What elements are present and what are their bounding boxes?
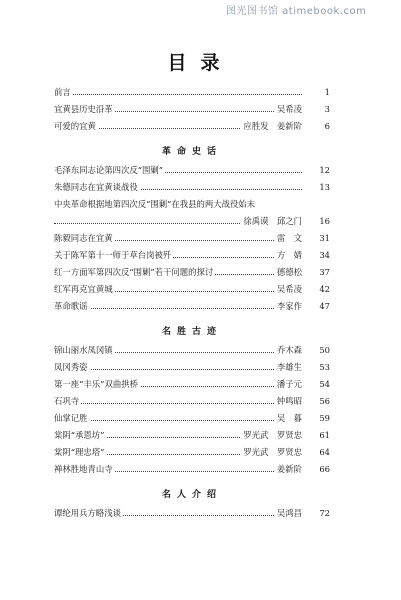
toc-entry xyxy=(54,412,330,424)
dot-leader xyxy=(54,369,302,370)
watermark: 图光图书馆 atimebook.com xyxy=(226,6,367,17)
entry-title: 凤冈秀姿 xyxy=(54,362,88,372)
toc-entry xyxy=(54,266,330,278)
toc-entry xyxy=(54,120,330,132)
entry-author: 雷 文 xyxy=(276,233,302,243)
entry-author: 应胜发 姜新阶 xyxy=(243,121,302,131)
entry-title: 锦山丽水凤冈镇 xyxy=(54,345,113,355)
entry-page-number: 3 xyxy=(324,104,330,114)
entry-author: 罗光武 罗贤忠 xyxy=(243,430,302,440)
entry-title: 中央革命根据地第四次反“围剿”在我县的两大战役始末 xyxy=(54,199,256,209)
toc-entry xyxy=(54,181,330,193)
toc-entry xyxy=(54,344,330,356)
section-gap xyxy=(54,317,330,323)
toc-entry xyxy=(54,164,330,176)
entry-page-number: 6 xyxy=(324,121,330,131)
entry-page-number: 34 xyxy=(319,250,330,260)
toc-entry xyxy=(54,395,330,407)
table-of-contents xyxy=(54,86,330,530)
toc-entry xyxy=(54,198,330,210)
entry-page-number: 16 xyxy=(319,216,330,226)
entry-title: 毛泽东同志论第四次反“围剿” xyxy=(54,165,164,175)
entry-page-number: 59 xyxy=(319,413,330,423)
entry-author: 德德松 xyxy=(276,267,302,277)
entry-title: 第一座“丰乐”双曲拱桥 xyxy=(54,379,138,389)
entry-page-number: 13 xyxy=(319,182,330,192)
entry-title: 棠阴“理忠塔” xyxy=(54,447,105,457)
toc-entry xyxy=(54,463,330,475)
dot-leader xyxy=(54,420,302,421)
entry-page-number: 53 xyxy=(319,362,330,372)
entry-author: 姜新阶 xyxy=(276,464,302,474)
entry-title: 仙掌记胜 xyxy=(54,413,88,423)
toc-entry xyxy=(54,249,330,261)
section-heading: 名人介绍 xyxy=(161,490,222,500)
dot-leader xyxy=(54,308,302,309)
entry-page-number: 31 xyxy=(319,233,330,243)
entry-author: 徐禹谟 邱之门 xyxy=(243,216,302,226)
entry-author: 李家作 xyxy=(276,301,302,311)
entry-title: 棠阴“承恩坊” xyxy=(54,430,105,440)
toc-entry xyxy=(54,232,330,244)
toc-entry xyxy=(54,378,330,390)
entry-page-number: 66 xyxy=(319,464,330,474)
entry-title: 禅林胜地青山寺 xyxy=(54,464,113,474)
entry-author: 吴鸿昌 xyxy=(276,508,302,518)
entry-author: 罗光武 罗贤忠 xyxy=(243,447,302,457)
toc-entry xyxy=(54,283,330,295)
entry-page-number: 47 xyxy=(319,301,330,311)
entry-title: 宜黄县历史沿革 xyxy=(54,104,113,114)
toc-entry xyxy=(54,507,330,519)
toc-entry xyxy=(54,86,330,98)
toc-entry xyxy=(54,103,330,115)
entry-title: 陈毅同志在宜黄 xyxy=(54,233,113,243)
entry-author: 方 婧 xyxy=(276,250,302,260)
section-heading: 名胜古迹 xyxy=(161,327,222,337)
toc-entry xyxy=(54,429,330,441)
section-gap xyxy=(54,524,330,530)
entry-title: 红一方面军第四次反“围剿”若干问题的探讨 xyxy=(54,267,214,277)
page-title: 目录 xyxy=(167,52,234,74)
entry-page-number: 56 xyxy=(319,396,330,406)
entry-title: 红军再克宜黄城 xyxy=(54,284,113,294)
toc-entry-continuation xyxy=(54,215,330,227)
entry-page-number: 54 xyxy=(319,379,330,389)
dot-leader xyxy=(54,403,302,404)
section-heading: 革命史话 xyxy=(161,147,222,157)
entry-author: 吴 暮 xyxy=(276,413,302,423)
entry-page-number: 64 xyxy=(319,447,330,457)
entry-title: 关于陈军第十一师于草台岗被歼 xyxy=(54,250,172,260)
entry-title: 可爱的宜黄 xyxy=(54,121,96,131)
section-gap xyxy=(54,137,330,143)
entry-author: 潘子元 xyxy=(276,379,302,389)
entry-page-number: 37 xyxy=(319,267,330,277)
entry-page-number: 42 xyxy=(319,284,330,294)
entry-title: 革命歌谣 xyxy=(54,301,88,311)
entry-author: 吴希凌 xyxy=(276,104,302,114)
entry-page-number: 50 xyxy=(319,345,330,355)
entry-title: 谭纶用兵方略浅谈 xyxy=(54,508,121,518)
toc-entry xyxy=(54,446,330,458)
entry-author: 乔木森 xyxy=(276,345,302,355)
entry-author: 吴希凌 xyxy=(276,284,302,294)
toc-entry xyxy=(54,361,330,373)
entry-title: 石巩寺 xyxy=(54,396,80,406)
dot-leader xyxy=(54,94,302,95)
entry-author: 钟鸣昭 xyxy=(276,396,302,406)
entry-page-number: 1 xyxy=(324,87,330,97)
entry-title: 朱德同志在宜黄谈战役 xyxy=(54,182,138,192)
section-gap xyxy=(54,480,330,486)
entry-title: 前言 xyxy=(54,87,71,97)
entry-page-number: 61 xyxy=(319,430,330,440)
entry-page-number: 72 xyxy=(319,508,330,518)
entry-page-number: 12 xyxy=(319,165,330,175)
entry-author: 李雄生 xyxy=(276,362,302,372)
toc-entry xyxy=(54,300,330,312)
